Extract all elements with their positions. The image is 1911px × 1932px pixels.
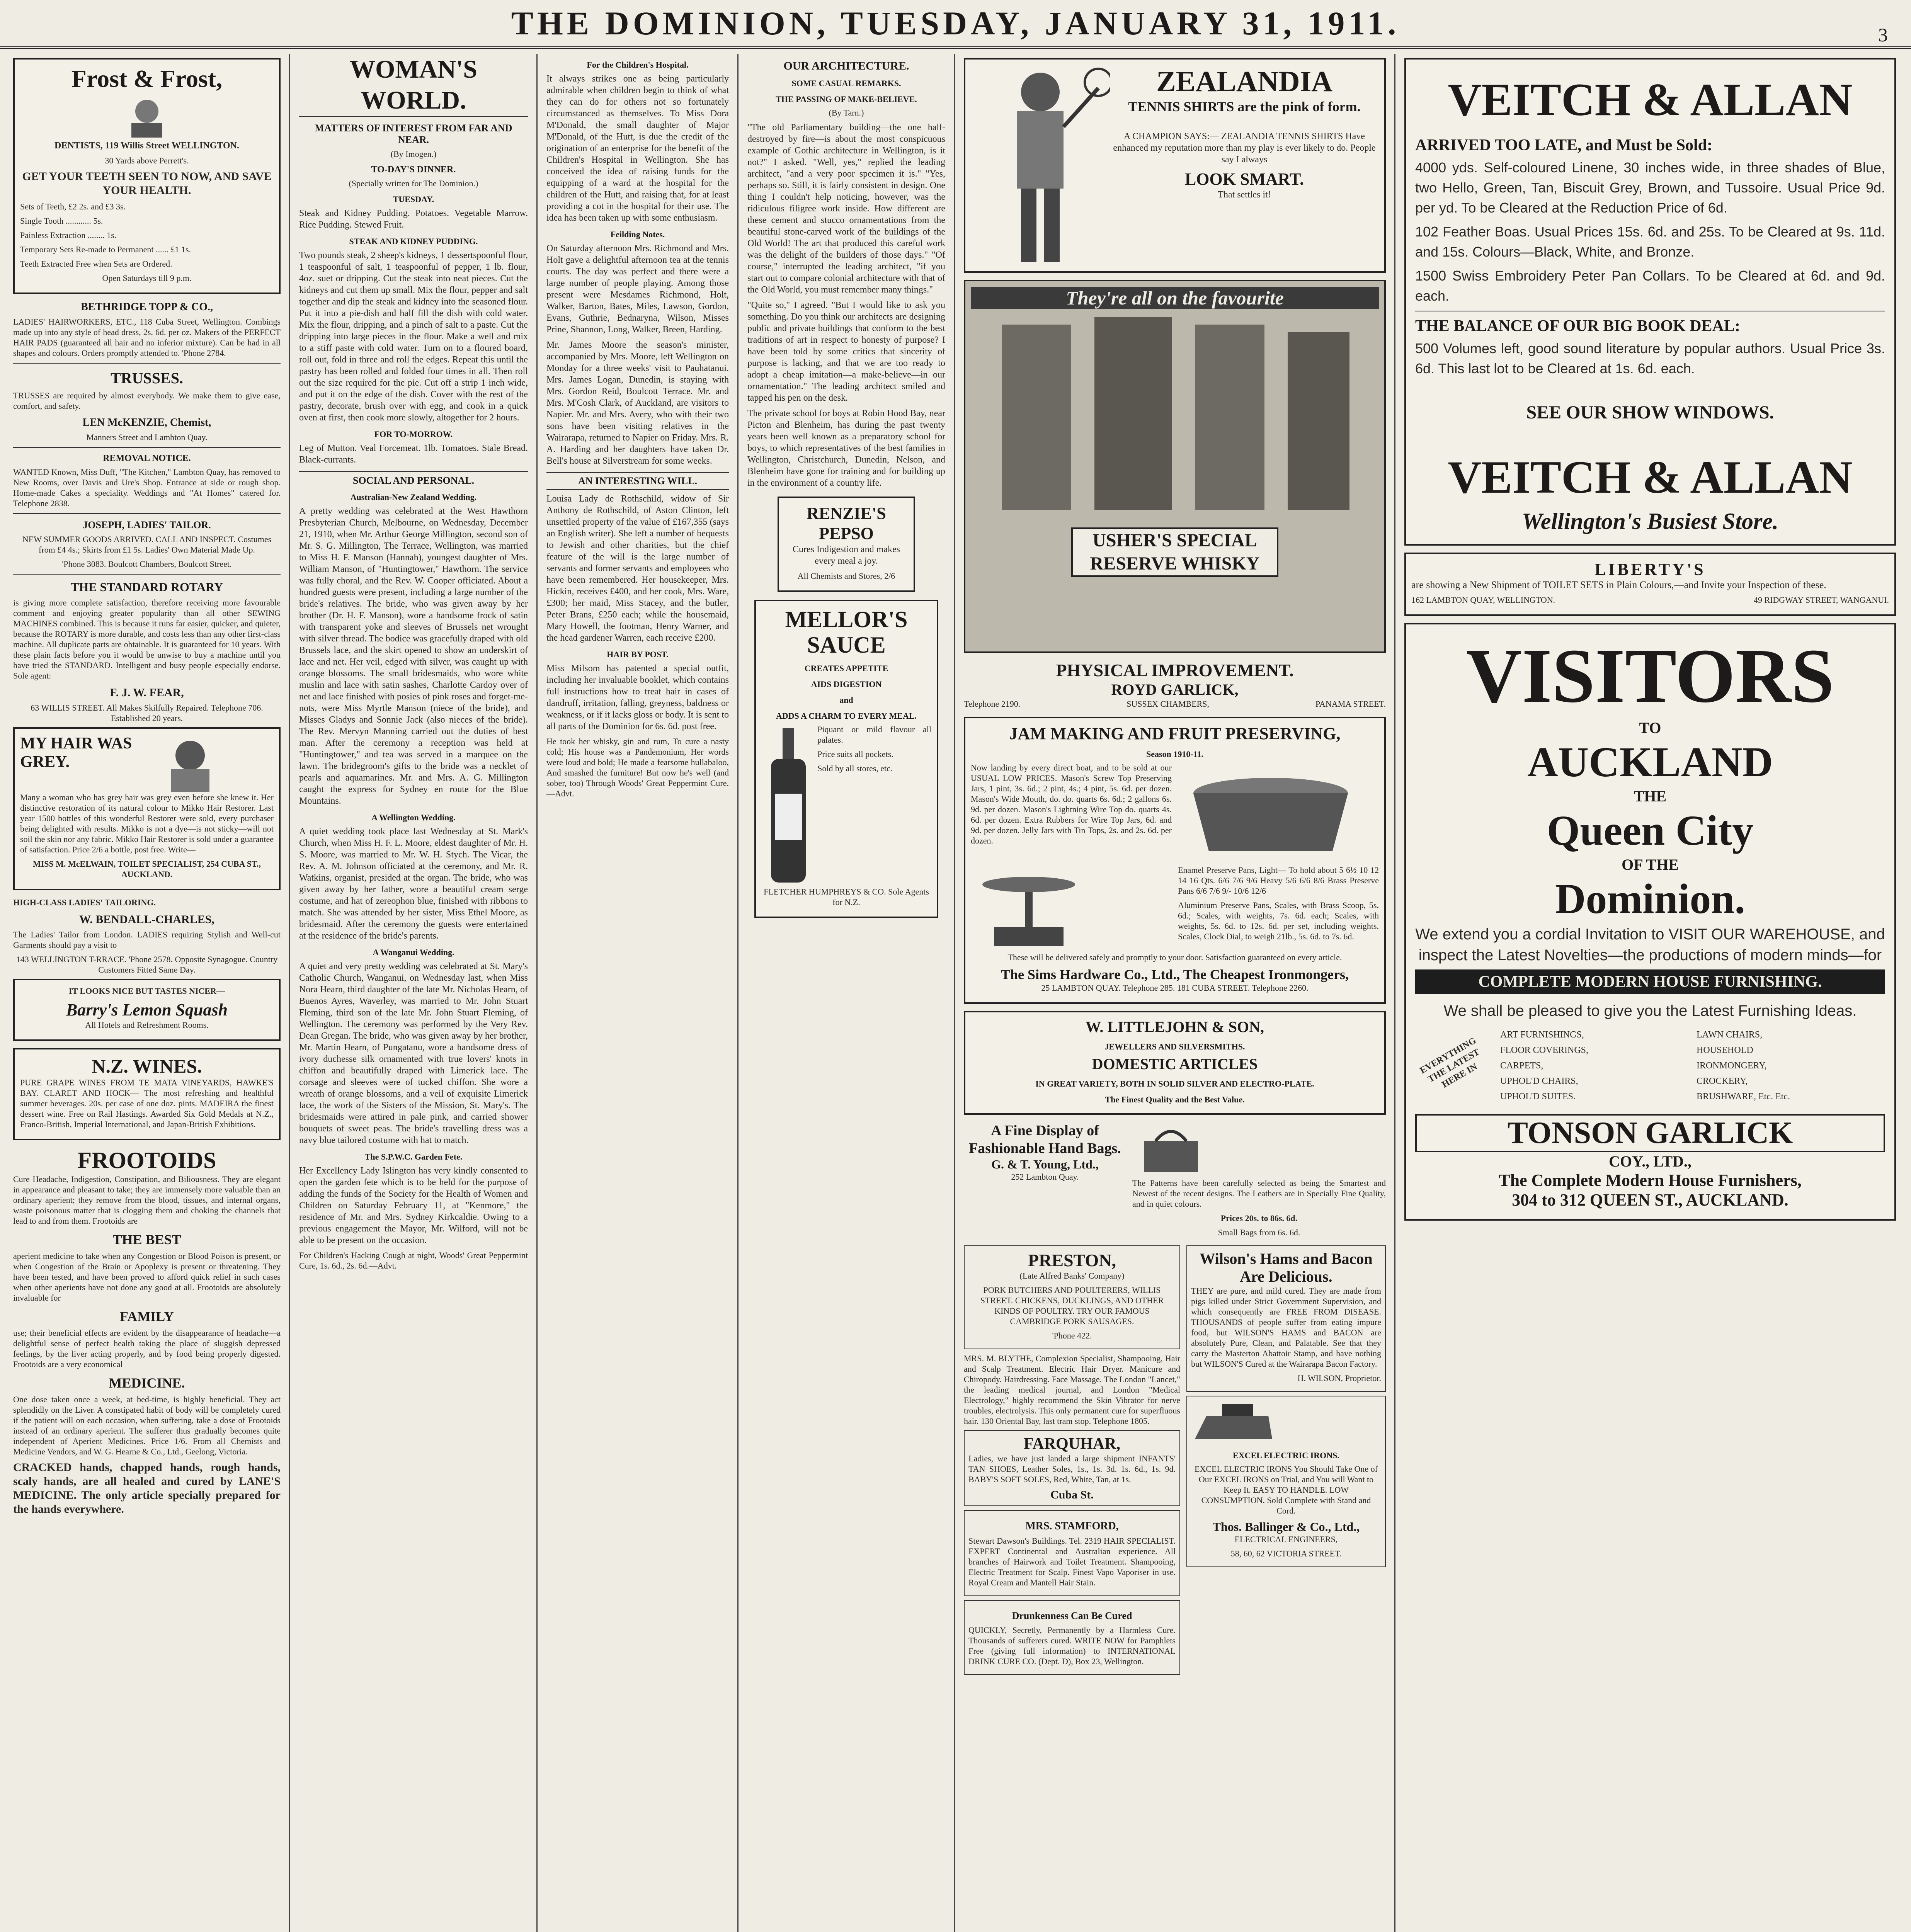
hair-ad	[13, 727, 281, 890]
barry-line1: IT LOOKS NICE BUT TASTES NICER—	[69, 986, 225, 996]
frost-title: Frost & Frost,	[71, 65, 223, 92]
renzie-body: Cures Indigestion and makes every meal a joy.	[793, 544, 900, 566]
frootoids-sub3: MEDICINE.	[109, 1375, 185, 1391]
mellors-line3: and	[839, 695, 853, 705]
woman-portrait-icon	[151, 734, 229, 792]
preston-ad	[964, 1245, 1180, 1349]
physical-phone: Telephone 2190.	[964, 699, 1021, 709]
va-item2: 102 Feather Boas. Usual Prices 15s. 6d. and 25s. To be Cleared at 9s. 11d. and 15s. Colours—Black, White, and Bronze.	[1415, 224, 1885, 260]
zealandia-look: LOOK SMART.	[1184, 170, 1304, 189]
barry-brand: Barry's Lemon Squash	[66, 1000, 228, 1019]
frootoids-title: FROOTOIDS	[77, 1148, 216, 1173]
visitors-the: THE	[1634, 787, 1667, 805]
dinner-note: (Specially written for The Dominion.)	[349, 179, 478, 188]
frootoids-body: Cure Headache, Indigestion, Constipation, and Biliousness. They are elegant in appearance and pleasant to take; they are immensely more valuable than an ordinary aperient; they remove from the blood, tissues, and internal organs, waste poisonous matter that is clogging them and choking the channels that lead to and from them. Frootoids are	[13, 1174, 281, 1226]
joseph-title: JOSEPH, LADIES' TAILOR.	[83, 519, 211, 531]
renzie-title: RENZIE'S PEPSO	[807, 504, 886, 543]
womans-world-subtitle: MATTERS OF INTEREST FROM FAR AND NEAR.	[315, 122, 512, 145]
frost-price-4: Teeth Extracted Free when Sets are Ordered.	[20, 259, 172, 269]
renzie-ad	[778, 497, 915, 592]
bags-title: A Fine Display of Fashionable Hand Bags.	[969, 1122, 1121, 1156]
visitors-pleased: We shall be pleased to give you the Latest Furnishing Ideas.	[1443, 1002, 1857, 1019]
tonson-addr: 304 to 312 QUEEN ST., AUCKLAND.	[1512, 1190, 1788, 1209]
column-social-notes	[541, 54, 734, 1932]
visitors-bar: COMPLETE MODERN HOUSE FURNISHING.	[1415, 969, 1885, 994]
blythe-ad: MRS. M. BLYTHE, Complexion Specialist, Shampooing, Hair and Scalp Treatment. Electric Hair Dryer. Manicure and Chiropody. Hairdressing. Face Massage. The London "Lancet," the leading medical journal, and London "Medical Electrology," highly recommend the Skin Vibrator for nerve troubles, electrolysis. This only permanent cure for superfluous hair. 130 Oriental Bay, last tram stop. Telephone 1805.	[964, 1354, 1180, 1426]
irons-body: EXCEL ELECTRIC IRONS You Should Take One of Our EXCEL IRONS on Trial, and You will Want to Keep It. EASY TO HANDLE. LOW CONSUMPTION. Sold Complete with Stand and Cord.	[1195, 1464, 1378, 1515]
column-rule	[737, 54, 739, 1932]
frootoids-body2: aperient medicine to take when any Congestion or Blood Poison is present, or when Congestion of the Brain or Apoplexy is present or threatening. They have been tested, and have been proved to afford quick relief in such cases when other aperients have not done any good at all. Frootoids are absolutely invaluable for	[13, 1251, 281, 1303]
drunkenness-ad	[964, 1600, 1180, 1675]
architecture-subheading: SOME CASUAL REMARKS.	[791, 78, 901, 88]
littlejohn-silver: IN GREAT VARIETY, BOTH IN SOLID SILVER AND ELECTRO-PLATE.	[1035, 1079, 1314, 1088]
trusses-addr: Manners Street and Lambton Quay.	[86, 432, 208, 442]
wines-ad	[13, 1048, 281, 1140]
farquhar-addr: Cuba St.	[1050, 1488, 1094, 1501]
mellors-title: MELLOR'S SAUCE	[785, 607, 908, 658]
physical-ad	[964, 660, 1386, 713]
frootoids-body4: One dose taken once a week, at bed-time, is highly beneficial. They act splendidly on the Liver. A constipated habit of body will be completely cured if the patient will on each occasion, when suffering, take a dose of Frootoids instead of an ordinary aperient. The sufferer thus gradually becomes quite independent of Aperient Medicines. Price 1/6. From all Chemists and Medicine Vendors, and W. G. Hearne & Co., Ltd., Geelong, Victoria.	[13, 1395, 281, 1456]
liberty-addr1: 162 LAMBTON QUAY, WELLINGTON.	[1411, 595, 1555, 605]
dentist-portrait-icon	[120, 95, 174, 138]
masthead	[0, 0, 1911, 49]
bags-firm: G. & T. Young, Ltd.,	[991, 1157, 1099, 1171]
visitors-list3-0: UPHOL'D SUITES.	[1500, 1092, 1576, 1102]
wedding-article: A pretty wedding was celebrated at the West Hawthorn Presbyterian Church, Melbourne, on Wednesday, December 21, 1910, when Mr. Arthur George Millington, second son of Mr. S. G. Millington, The Terrace, Wellington, was married to Miss H. F. Manson (Hannah), youngest daughter of Mrs. William Manson, of "Huntingtower," Hawthorn. The service was fully choral, and the Rev. W. Cooper officiated. About a hundred guests were present, including a large number of the bride's relatives. The bride, who was given away by her brother (Dr. H. F. Manson), wore a handsome frock of satin with transparent yoke and sleeves of Brussels net wrought with silver thread. The bodice was gracefully draped with old Brussels lace, and the skirt opened to show an underskirt of lace and net. Her veil, edged with silver, was caught up with orange blossoms. The small bridesmaids, who wore white muslin and lace with satin sashes, Charlotte Cardoy over of net and lace finished with posies of pink roses and forget-me-nots, were Miss Myrtle Manson (niece of the bride), and Misses Gladys and Sonnie Jack (also nieces of the bride). The Rev. Mervyn Manning carried out the duties of best man. After the ceremony a reception was held at "Huntingtower," and tea was served in a marquee on the lawn. The bridegroom's gifts to the bride was a necklet of pearls and aquamarines. Mr. and Mrs. A. G. Millington caught the express for Sydney en route for the Blue Mountains.	[299, 506, 528, 806]
mellors-line4: ADDS A CHARM TO EVERY MEAL.	[776, 711, 917, 721]
jam-title: JAM MAKING AND FRUIT PRESERVING,	[1009, 724, 1341, 743]
fielding-heading: Feilding Notes.	[610, 230, 665, 239]
page-number: 3	[1878, 24, 1888, 46]
bags-prices: Prices 20s. to 86s. 6d.	[1220, 1213, 1298, 1223]
littlejohn-title: W. LITTLEJOHN & SON,	[1086, 1018, 1264, 1036]
bags-body: The Patterns have been carefully selected as being the Smartest and Newest of the recent designs. The Leathers are in Specially Fine Quality, and in quiet colours.	[1132, 1178, 1386, 1209]
va-title: VEITCH & ALLAN	[1448, 74, 1853, 125]
byline: (By Imogen.)	[390, 149, 437, 159]
bendall-title: W. BENDALL-CHARLES,	[79, 913, 214, 926]
usher-banner: They're all on the favourite	[971, 287, 1379, 309]
bendall-body: The Ladies' Tailor from London. LADIES requiring Stylish and Well-cut Garments should pay a visit to	[13, 930, 281, 950]
tonson-complete: The Complete Modern House Furnishers,	[1499, 1171, 1802, 1190]
bethridge-title: BETHRIDGE TOPP & CO.,	[80, 301, 213, 313]
irons-firm: Thos. Ballinger & Co., Ltd.,	[1212, 1520, 1360, 1534]
dinner-heading: TO-DAY'S DINNER.	[371, 165, 456, 175]
preserving-pan-illustration	[1178, 762, 1363, 863]
usher-label: USHER'S SPECIAL RESERVE WHISKY	[1071, 527, 1278, 577]
joseph-ad	[13, 519, 281, 569]
rotary-agent: F. J. W. FEAR,	[110, 686, 184, 699]
stamford-body: Stewart Dawson's Buildings. Tel. 2319 HAIR SPECIALIST. EXPERT Continental and Australian experience. All branches of Hairwork and Toilet Treatment. Shampooing, Electric Treatment for Scalp. Finest Vapo Vaporiser in use. Royal Cream and Mantell Hair Stain.	[968, 1536, 1176, 1587]
mellors-note3: Sold by all stores, etc.	[817, 764, 893, 773]
frootoids-sub1: THE BEST	[112, 1232, 181, 1247]
wilson-body: THEY are pure, and mild cured. They are made from pigs killed under Strict Government Supervision, and which consequently are FREE FROM DISEASE. THOUSANDS of people suffer from eating impure food, but WILSON'S HAMS and BACON are absolutely Pure, Clean, and Palatable. See that they carry the Masterton Abattoir Stamp, and have nothing but WILSON'S Cured at the Wairarapa Bacon Factory.	[1191, 1286, 1381, 1369]
visitors-everything: EVERYTHING THE LATEST HERE IN	[1418, 1035, 1482, 1090]
irons-ad	[1186, 1396, 1386, 1567]
column-rule	[536, 54, 538, 1932]
architecture-heading: OUR ARCHITECTURE.	[783, 60, 909, 72]
va-item1: 4000 yds. Self-coloured Linene, 30 inches wide, in three shades of Blue, two Hello, Green, Tan, Biscuit Grey, Brown, and Tussoire. Usual Price 9d. per yd. To be Cleared at the Reduction Price of 6d.	[1415, 160, 1885, 216]
trusses-name: LEN McKENZIE, Chemist,	[82, 417, 211, 429]
frootoids-ad	[13, 1147, 281, 1457]
irons-sub: ELECTRICAL ENGINEERS,	[1234, 1534, 1338, 1544]
column-advertisements-centre	[958, 54, 1391, 1932]
farquhar-title: FARQUHAR,	[1023, 1435, 1121, 1453]
rotary-ad	[13, 580, 281, 723]
littlejohn-dom: DOMESTIC ARTICLES	[1092, 1055, 1258, 1073]
irons-addr: 58, 60, 62 VICTORIA STREET.	[1230, 1549, 1342, 1558]
usher-whisky-ad	[964, 280, 1386, 653]
jam-enamel: Enamel Preserve Pans, Light— To hold about 5 6½ 10 12 14 16 Qts. 6/6 7/6 9/6 Heavy 5/6 6/6 8/6 Brass Preserve Pans 6/6 7/6 9/- 10/6 12/6	[1178, 865, 1379, 896]
frost-slogan: GET YOUR TEETH SEEN TO NOW, AND SAVE YOUR HEALTH.	[22, 170, 272, 197]
barry-line2: All Hotels and Refreshment Rooms.	[85, 1020, 209, 1030]
hair-by-post-heading: HAIR BY POST.	[607, 650, 669, 659]
farquhar-body: Ladies, we have just landed a large shipment INFANTS' TAN SHOES, Leather Soles, 1s., 1s. 3d. 1s. 6d., 1s. 9d. BABY'S SOFT SOLES, Red, White, Tan, at 1s.	[968, 1454, 1176, 1484]
visitors-to: TO	[1639, 719, 1661, 736]
bendall-pre: HIGH-CLASS LADIES' TAILORING.	[13, 898, 156, 907]
va-item3: 1500 Swiss Embroidery Peter Pan Collars. To be Cleared at 6d. and 9d. each.	[1415, 268, 1885, 304]
visitors-ad	[1404, 623, 1896, 1221]
column-architecture	[742, 54, 951, 1932]
preston-title: PRESTON,	[1028, 1250, 1116, 1270]
visitors-city: AUCKLAND	[1527, 738, 1773, 786]
architecture-article-2: "Quite so," I agreed. "But I would like to ask you something. Do you think our architects are designing public and private buildings that conform to the best traditions of art in respect to honesty of purpose? I have been told by some critics that sincerity of purpose is lacking, and that we are too ready to adopt a cheap imitation—a make-believe—in our ornamentation." The leading architect smiled and tapped his pen on the desk.	[747, 300, 945, 403]
liberty-title: LIBERTY'S	[1594, 560, 1706, 579]
tuesday-heading: TUESDAY.	[393, 194, 434, 204]
architecture-article: "The old Parliamentary building—the one half-destroyed by fire—is about the most conspicuous example of Gothic architecture in Wellington, is it not?" I asked. "Well, yes," replied the leading architect, "and a very poor specimen it is." "Yes, perhaps so. Still, it is fairly consistent in design. One thing I couldn't help noticing, however, was the ridiculous filigree work inside. How different are these cement and stucco ornamentations from the beautiful stone-carved work of the buildings of the Old World! The art that produced this careful work was the delight of the builders of those days." "Of course," interrupted the leading architect, "if you start out to compare colonial architecture with that of the Old World, you must remember many things."	[747, 122, 945, 295]
stamford-title: MRS. STAMFORD,	[1025, 1520, 1119, 1532]
mellors-line2: AIDS DIGESTION	[811, 679, 882, 689]
social-notes: Mr. James Moore the season's minister, accompanied by Mrs. Moore, left Wellington on Monday for a three weeks' visit to Pauhatanui. Mrs. James Logan, Dunedin, is staying with Mrs. Gordon Reid, Boulcott Terrace. Mr. and Mrs. M'Cosh Clark, of Auckland, are visitors to Napier. Mr. and Mrs. Avery, who with their two sons have been visiting relatives in the Wairarapa, returned to Napier on Friday. Mrs. R. A. Harding and her daughters have taken Dr. Bell's house at Silverstream for some weeks.	[546, 340, 729, 466]
jam-ad	[964, 717, 1386, 1004]
architecture-byline: (By Tarn.)	[829, 108, 864, 117]
renzie-sub: All Chemists and Stores, 2/6	[797, 571, 895, 581]
jam-addr: 25 LAMBTON QUAY. Telephone 285. 181 CUBA STREET. Telephone 2260.	[1041, 983, 1309, 993]
visitors-list2-0: LAWN CHAIRS,	[1697, 1030, 1763, 1040]
mellors-note1: Piquant or mild flavour all palates.	[817, 724, 931, 745]
spca-heading: The S.P.W.C. Garden Fete.	[364, 1152, 463, 1162]
handbag-illustration	[1132, 1122, 1210, 1176]
wellington-wedding-heading: A Wellington Wedding.	[371, 813, 456, 822]
liberty-ad	[1404, 553, 1896, 616]
hair-title: MY HAIR WAS GREY.	[20, 735, 132, 771]
divider	[13, 363, 281, 364]
visitors-list1-2: CARPETS,	[1500, 1061, 1543, 1071]
va-book-body: 500 Volumes left, good sound literature by popular authors. Usual Price 3s. 6d. This last lot to be Cleared at 1s. 6d. each.	[1415, 340, 1885, 376]
physical-name: ROYD GARLICK,	[1111, 681, 1239, 698]
visitors-list2-1: HOUSEHOLD	[1697, 1045, 1753, 1055]
joseph-addr: 'Phone 3083. Boulcott Chambers, Boulcott Street.	[62, 559, 232, 569]
column-rule	[1394, 54, 1395, 1932]
visitors-title: VISITORS	[1466, 633, 1834, 719]
recipe-heading: STEAK AND KIDNEY PUDDING.	[349, 236, 478, 246]
wilson-ad	[1186, 1245, 1386, 1392]
jam-delivery: These will be delivered safely and promptly to your door. Satisfaction guaranteed on every article.	[1007, 952, 1342, 962]
will-article: Louisa Lady de Rothschild, widow of Sir Anthony de Rothschild, of Aston Clinton, left unsettled property of the value of £167,355 (says an English writer). She left a number of bequests to Jewish and other charities, but the chief feature of the will is the large number of servants and former servants and employees who have been remembered. Her housekeeper, Mrs. Hickin, receives £400, and her cook, Mrs. Ware, £300; her maid, Miss Stacey, and the butler, Peter Brans, £250 each; while the housemaid, Mary Howell, the footman, Henry Warner, and the head gardener Warren, each receive £200.	[546, 494, 729, 643]
wines-title: N.Z. WINES.	[92, 1055, 202, 1077]
drunk-body: QUICKLY, Secretly, Permanently by a Harmless Cure. Thousands of sufferers cured. WRITE NOW for Pamphlets Free (giving full information) to INTERNATIONAL DRINK CURE CO. (Dept. D), Box 23, Wellington.	[968, 1625, 1176, 1666]
jam-firm: The Sims Hardware Co., Ltd., The Cheapest Ironmongers,	[1001, 967, 1349, 982]
rotary-title: THE STANDARD ROTARY	[70, 580, 223, 594]
preston-body: PORK BUTCHERS AND POULTERERS, WILLIS STREET. CHICKENS, DUCKLINGS, AND OTHER KINDS OF POULTRY. TRY OUR FAMOUS CAMBRIDGE PORK SAUSAGES.	[980, 1285, 1164, 1326]
physical-addr2: PANAMA STREET.	[1315, 699, 1386, 709]
bags-ad	[964, 1122, 1386, 1242]
stamford-ad	[964, 1510, 1180, 1596]
removal-ad	[13, 453, 281, 509]
frost-price-0: Sets of Teeth, £2 2s. and £3 3s.	[20, 202, 126, 211]
preston-sub: (Late Alfred Banks' Company)	[1019, 1271, 1125, 1281]
mellors-note2: Price suits all pockets.	[817, 749, 893, 759]
zealandia-sub: TENNIS SHIRTS are the pink of form.	[1128, 99, 1361, 114]
bendall-ad	[13, 897, 281, 975]
cracked-ad: CRACKED hands, chapped hands, rough hands, scaly hands, are all healed and cured by LANE'S MEDICINE. The only article specially prepared for the hands everywhere.	[13, 1461, 281, 1515]
frost-price-1: Single Tooth ............ 5s.	[20, 216, 103, 226]
removal-body: WANTED Known, Miss Duff, "The Kitchen," Lambton Quay, has removed to New Rooms, over Davis and Ure's Shop. Entrance at side or rough shop. Home-made Cakes a speciality. Weddings and "At Homes" catered for. Telephone 2838.	[13, 467, 281, 508]
mellors-maker: FLETCHER HUMPHREYS & CO. Sole Agents for N.Z.	[764, 887, 929, 907]
removal-title: REMOVAL NOTICE.	[103, 453, 191, 463]
frost-price-2: Painless Extraction ........ 1s.	[20, 230, 117, 240]
column-advertisements-left	[8, 54, 286, 1932]
divider	[13, 447, 281, 448]
physical-title: PHYSICAL IMPROVEMENT.	[1056, 660, 1294, 680]
bethridge-body: LADIES' HAIRWORKERS, ETC., 118 Cuba Street, Wellington. Combings made up into any style of head dress, 2s. 6d. per oz. Makers of the PERFECT HAIR PADS (guaranteed all hair and no inferior mixture). Can be had in all shapes and colours. Orders promptly attended to. 'Phone 2784.	[13, 317, 281, 358]
electric-iron-illustration	[1191, 1400, 1276, 1443]
tonson-title: TONSON GARLICK	[1415, 1114, 1885, 1152]
irons-title: EXCEL ELECTRIC IRONS.	[1233, 1451, 1339, 1460]
zealandia-title: ZEALANDIA	[1156, 65, 1333, 98]
bendall-addr: 143 WELLINGTON T-RRACE. 'Phone 2578. Opposite Synagogue. Country Customers Fitted Same Day.	[16, 954, 278, 975]
drunk-title: Drunkenness Can Be Cured	[1012, 1610, 1132, 1621]
preston-phone: 'Phone 422.	[1052, 1331, 1092, 1340]
visitors-list2-2: IRONMONGERY,	[1697, 1061, 1767, 1071]
rotary-body: is giving more complete satisfaction, therefore receiving more favourable comment and enjoying greater popularity than all other SEWING MACHINES combined. This is because it runs far easier, quicker, and quieter, because the ROTARY is more durable, and costs less than any other first-class machine. All duplicate parts are obtainable. It is guaranteed for 10 years. With these plain facts before you it would be unwise to buy a machine until you have tried the STANDARD. Intelligent and busy people especially endorse. Sole agent:	[13, 598, 281, 680]
column-rule	[289, 54, 290, 1932]
liberty-addr2: 49 RIDGWAY STREET, WANGANUI.	[1753, 595, 1889, 605]
va-show: SEE OUR SHOW WINDOWS.	[1526, 402, 1774, 423]
wanganui-wedding-heading: A Wanganui Wedding.	[373, 947, 454, 957]
mellors-ad	[754, 600, 938, 918]
jam-body: Now landing by every direct boat, and to be sold at our USUAL LOW PRICES. Mason's Screw Top Preserving Jars, 1 pint, 3s. 6d.; 2 pint, 4s.; 4 pint, 5s. 6d. per dozen. Mason's Wide Mouth, do. do. quarts 6s. 6d.; 2 gallons 6s. 9d. per dozen. Mason's Lightning Wire Top do. quarts 4s. 6d. per dozen. Extra Rubbers for Wire Top Jars, 6d. and 9d. per dozen. Jelly Jars with Tin Tops, 2s. and 2s. 6d. per dozen.	[971, 763, 1172, 845]
bethridge-ad	[13, 301, 281, 358]
zealandia-ad	[964, 58, 1386, 273]
frost-note: 30 Yards above Perrett's.	[105, 156, 189, 165]
jam-season: Season 1910-11.	[1146, 749, 1203, 759]
mellors-line1: CREATES APPETITE	[804, 663, 888, 673]
frootoids-body3: use; their beneficial effects are evident by the disappearance of headache—a delightful sense of perfect health taking the place of sluggish depressed feelings, by the liver acting properly, and by food being properly digested. Frootoids are a very economical	[13, 1328, 281, 1369]
masthead-title: THE DOMINION, TUESDAY, JANUARY 31, 1911.	[511, 5, 1400, 42]
littlejohn-quality: The Finest Quality and the Best Value.	[1105, 1095, 1245, 1104]
wellington-wedding-article: A quiet wedding took place last Wednesday at St. Mark's Church, when Miss H. F. L. Moore, eldest daughter of Mr. H. S. Moore, was married to Mr. W. H. Stych. The Vicar, the Rev. A. M. Johnson officiated at the ceremony, and Mr. R. Watkins, organist, presided at the organ. The bride, who was given away by her father, wore a beautiful cream serge costume, and hat of zereophon blue, finished with ribbons to match. She was attended by her sister, Miss Ethel Moore, as bridesmaid. After the ceremony the guests were entertained at the residence of the bride's parents.	[299, 827, 528, 941]
fielding-article: On Saturday afternoon Mrs. Richmond and Mrs. Holt gave a delightful afternoon tea at the tennis courts. The day was perfect and there were a large number of people playing. Among those present were Mesdames Richmond, Holt, Walker, Barton, Bates, Miles, Lawson, Gordon, Evans, Guthrie, Bednaryna, Wilson, Misses Prine, Shannon, Long, Walker, Breen, Harding.	[546, 243, 729, 335]
jam-scales: Aluminium Preserve Pans, Scales, with Brass Scoop, 5s. 6d.; Scales, with weights, 7s. 6d. each; Scales, with weights, 5s. 6d. to 12s. 6d. per set, including weights. Scales, Clock Dial, to weigh 21lb., 5s. 6d. to 7s. 6d.	[1178, 900, 1379, 941]
divider	[13, 574, 281, 575]
visitors-list1-3: UPHOL'D CHAIRS,	[1500, 1076, 1578, 1086]
visitors-dominion: Dominion.	[1555, 875, 1746, 922]
va-book: THE BALANCE OF OUR BIG BOOK DEAL:	[1415, 317, 1740, 335]
hospital-heading: For the Children's Hospital.	[587, 60, 689, 70]
liberty-body: are showing a New Shipment of TOILET SETS in Plain Colours,—and Invite your Inspection of these.	[1411, 579, 1826, 590]
col2-footer: For Children's Hacking Cough at night, Woods' Great Peppermint Cure, 1s. 6d., 2s. 6d.—Advt.	[299, 1250, 528, 1270]
visitors-queen: Queen City	[1547, 807, 1754, 854]
hospital-article: It always strikes one as being particularly admirable when children begin to think of what they can do for others not so fortunately circumstanced as themselves. To Miss Dora M'Donald, the small daughter of Major M'Donald, of the Hutt, is due the credit of the origination of an enterprise for the benefit of the Children's Hospital in Wellington. She has conceived the idea of raising funds for the equipping of a ward at the hospital for the children of the Hutt, and raising that, for at least providing a cot in the hospital for their use. The idea has been taken up with some enthusiasm.	[546, 74, 729, 223]
bags-addr: 252 Lambton Quay.	[1011, 1172, 1079, 1182]
hair-body: Many a woman who has grey hair was grey even before she knew it. Her distinctive restoration of its natural colour to Mikko Hair Restorer. Last year 1500 bottles of this wonderful Restorer were sold, every purchaser being delighted with results. Mikko is not a dye—is not sticky—will not soil the skin nor any fabric. Mikko Hair Restorer is sold under a guarantee of satisfaction. Price 2/6 a bottle, post free. Write—	[20, 793, 274, 854]
barry-ad	[13, 979, 281, 1041]
frost-price-3: Temporary Sets Re-made to Permanent ...... £1 1s.	[20, 245, 191, 254]
frootoids-sub2: FAMILY	[119, 1309, 174, 1324]
visitors-list2-3: CROCKERY,	[1697, 1076, 1748, 1086]
visitors-list3-1: BRUSHWARE, Etc. Etc.	[1697, 1092, 1790, 1102]
frost-hours: Open Saturdays till 9 p.m.	[102, 273, 192, 283]
tomorrow-heading: FOR TO-MORROW.	[374, 429, 453, 439]
column-womans-world	[294, 54, 533, 1932]
rotary-addr: 63 WILLIS STREET. All Makes Skilfully Repaired. Telephone 706. Established 20 years.	[31, 703, 263, 723]
va-title-2: VEITCH & ALLAN	[1448, 451, 1853, 503]
womans-world-title: WOMAN'S WORLD.	[299, 54, 528, 117]
column-rule	[954, 54, 955, 1932]
scales-illustration	[971, 850, 1087, 950]
littlejohn-sub: JEWELLERS AND SILVERSMITHS.	[1104, 1042, 1245, 1051]
visitors-list1-1: FLOOR COVERINGS,	[1500, 1045, 1589, 1055]
zealandia-settles: That settles it!	[1218, 190, 1271, 200]
wanganui-wedding-article: A quiet and very pretty wedding was celebrated at St. Mary's Catholic Church, Wanganui, on Wednesday last, when Miss Nora Hearn, third daughter of the late Mr. Nicholas Hearn, of Buenos Ayres, Waverley, was married to Mr. John Stuart Fleming, third son of the late Mr. John Stuart Fleming, of Wellington. The ceremony was performed by the Very Rev. Dean Gregan. The bride, who was given away by her brother, Mr. Martin Hearn, of Pungatanu, wore a handsome dress of ivory duchesse silk ornamented with true lovers' knots in chiffon and beautifully draped with Limerick lace. The corsage and sleeves were of tucked chiffon. She wore a wreath of orange blossoms, and a veil of exquisite Limerick lace, the work of the Sisters of the Mission, St. Mary's. The bridesmaids were attired in pale pink, and carried shower bouquets of sweet peas. The bride's travelling dress was a navy blue tailored costume with hat to match.	[299, 961, 528, 1145]
zealandia-quote: A CHAMPION SAYS:— ZEALANDIA TENNIS SHIRTS Have enhanced my reputation more than my play is ever likely to do. People say I always	[1113, 131, 1376, 165]
tomorrow: Leg of Mutton. Veal Forcemeat. 1lb. Tomatoes. Stale Bread. Black-currants.	[299, 443, 528, 465]
visitors-of: OF THE	[1622, 856, 1679, 873]
spca-article: Her Excellency Lady Islington has very kindly consented to open the garden fete which is to be held for the purpose of adding the funds of the Society for the Health of Women and Children on Saturday February 11, at "Kenmore," the residence of Mr. and Mrs. Sydney Kirkcaldie. Owing to a previous engagement the Mayor, Mr. Wilford, will not be able to be present on the occasion.	[299, 1166, 528, 1245]
hair-sign: MISS M. McELWAIN, TOILET SPECIALIST, 254 CUBA ST., AUCKLAND.	[32, 859, 261, 879]
va-late: ARRIVED TOO LATE, and Must be Sold:	[1415, 136, 1713, 154]
sauce-bottle-icon	[761, 724, 813, 886]
visitors-body: We extend you a cordial Invitation to VISIT OUR WAREHOUSE, and inspect the Latest Novelties—the productions of modern minds—for	[1415, 926, 1885, 964]
divider	[13, 513, 281, 514]
littlejohn-ad	[964, 1011, 1386, 1115]
trusses-body: TRUSSES are required by almost everybody. We make them to give ease, comfort, and safety.	[13, 391, 281, 411]
col3-footer: He took her whisky, gin and rum, To cure a nasty cold; His house was a Pandemonium, Her words were loud and bold; He made a fearsome hullabaloo, And smashed the furniture! But now he's well (and sober, too) Through Woods' Great Peppermint Cure.—Advt.	[546, 736, 729, 798]
veitch-allan-ad	[1404, 58, 1896, 546]
tonson-coy: COY., LTD.,	[1609, 1153, 1691, 1170]
architecture-subheading-2: THE PASSING OF MAKE-BELIEVE.	[776, 94, 917, 104]
hair-by-post-article: Miss Milsom has patented a special outfit, including her invaluable booklet, which contains full instructions how to treat hair in cases of dandruff, irritation, falling, greyness, baldness or weakness, or if it lacks gloss or body. It is sent to all parts of the Dominion for 6s. 6d. post free.	[546, 663, 729, 731]
wilson-sign: H. WILSON, Proprietor.	[1297, 1373, 1381, 1383]
architecture-article-3: The private school for boys at Robin Hood Bay, near Picton and Blenheim, has during the past twenty years been well known as a preparatory school for boys, to which representatives of the best families in Wellington, Christchurch, Dunedin, Nelson, and Blenheim have gone for training and for building up in the environment of a country life.	[747, 408, 945, 488]
tennis-player-illustration	[971, 65, 1110, 266]
figures-illustration	[971, 309, 1380, 526]
frost-ad	[13, 58, 281, 294]
frost-sub: DENTISTS, 119 Willis Street WELLINGTON.	[54, 141, 239, 151]
joseph-body: NEW SUMMER GOODS ARRIVED. CALL AND INSPECT. Costumes from £4 4s.; Skirts from £1 5s. Ladies' Own Material Made Up.	[22, 534, 272, 554]
visitors-list1-0: ART FURNISHINGS,	[1500, 1030, 1584, 1040]
wilson-title: Wilson's Hams and Bacon Are Delicious.	[1200, 1250, 1373, 1285]
trusses-ad	[13, 369, 281, 442]
farquhar-ad	[964, 1430, 1180, 1506]
trusses-title: TRUSSES.	[111, 369, 183, 387]
recipe: Two pounds steak, 2 sheep's kidneys, 1 dessertspoonful flour, 1 teaspoonful of salt, 1 teaspoonful of pepper, 1 lb. flour, 4oz. suet or dripping. Cut the steak into neat pieces. Cut the kidneys and cut them up small. Mix the flour, pepper and salt together and dip the steak and kidney into the seasoned flour. Put it into a pie-dish and half fill the dish with cold water. Mix the flour, dripping, and a pinch of salt to a paste. Cut the dripping into large pieces in the flour. Make a well and mix to a stiff paste with cold water. Turn on to a floured board, roll out, fold in three and roll the edges. Repeat this until the pastry has been rolled and folded four times in all. Then roll out the size required for the pie. Cut off a strip 1 inch wide, and put it on the edge of the dish. Cover with the rest of the pastry, decorate, brush over with egg, and cook in a quick oven at first, then cook more slowly, altogether for 2 hours.	[299, 250, 528, 423]
lower-ad-grid	[964, 1242, 1386, 1679]
physical-addr1: SUSSEX CHAMBERS,	[1127, 699, 1210, 709]
va-tagline: Wellington's Busiest Store.	[1521, 509, 1779, 534]
will-heading: AN INTERESTING WILL.	[546, 472, 729, 490]
social-heading: SOCIAL AND PERSONAL.	[299, 471, 528, 486]
bags-small: Small Bags from 6s. 6d.	[1218, 1228, 1300, 1237]
wines-body: PURE GRAPE WINES FROM TE MATA VINEYARDS, HAWKE'S BAY. CLARET AND HOCK— The most refreshing and healthful summer beverages. 20s. per case of one doz. pints. MADEIRA the finest dessert wine. Free on Rail Hastings. Awarded Six Gold Medals at N.Z., Franco-British, Imperial International, and Japan-British Exhibitions.	[20, 1078, 274, 1129]
menu: Steak and Kidney Pudding. Potatoes. Vegetable Marrow. Rice Pudding. Stewed Fruit.	[299, 208, 528, 230]
column-advertisements-right	[1399, 54, 1901, 1932]
wedding-heading: Australian-New Zealand Wedding.	[350, 492, 477, 502]
